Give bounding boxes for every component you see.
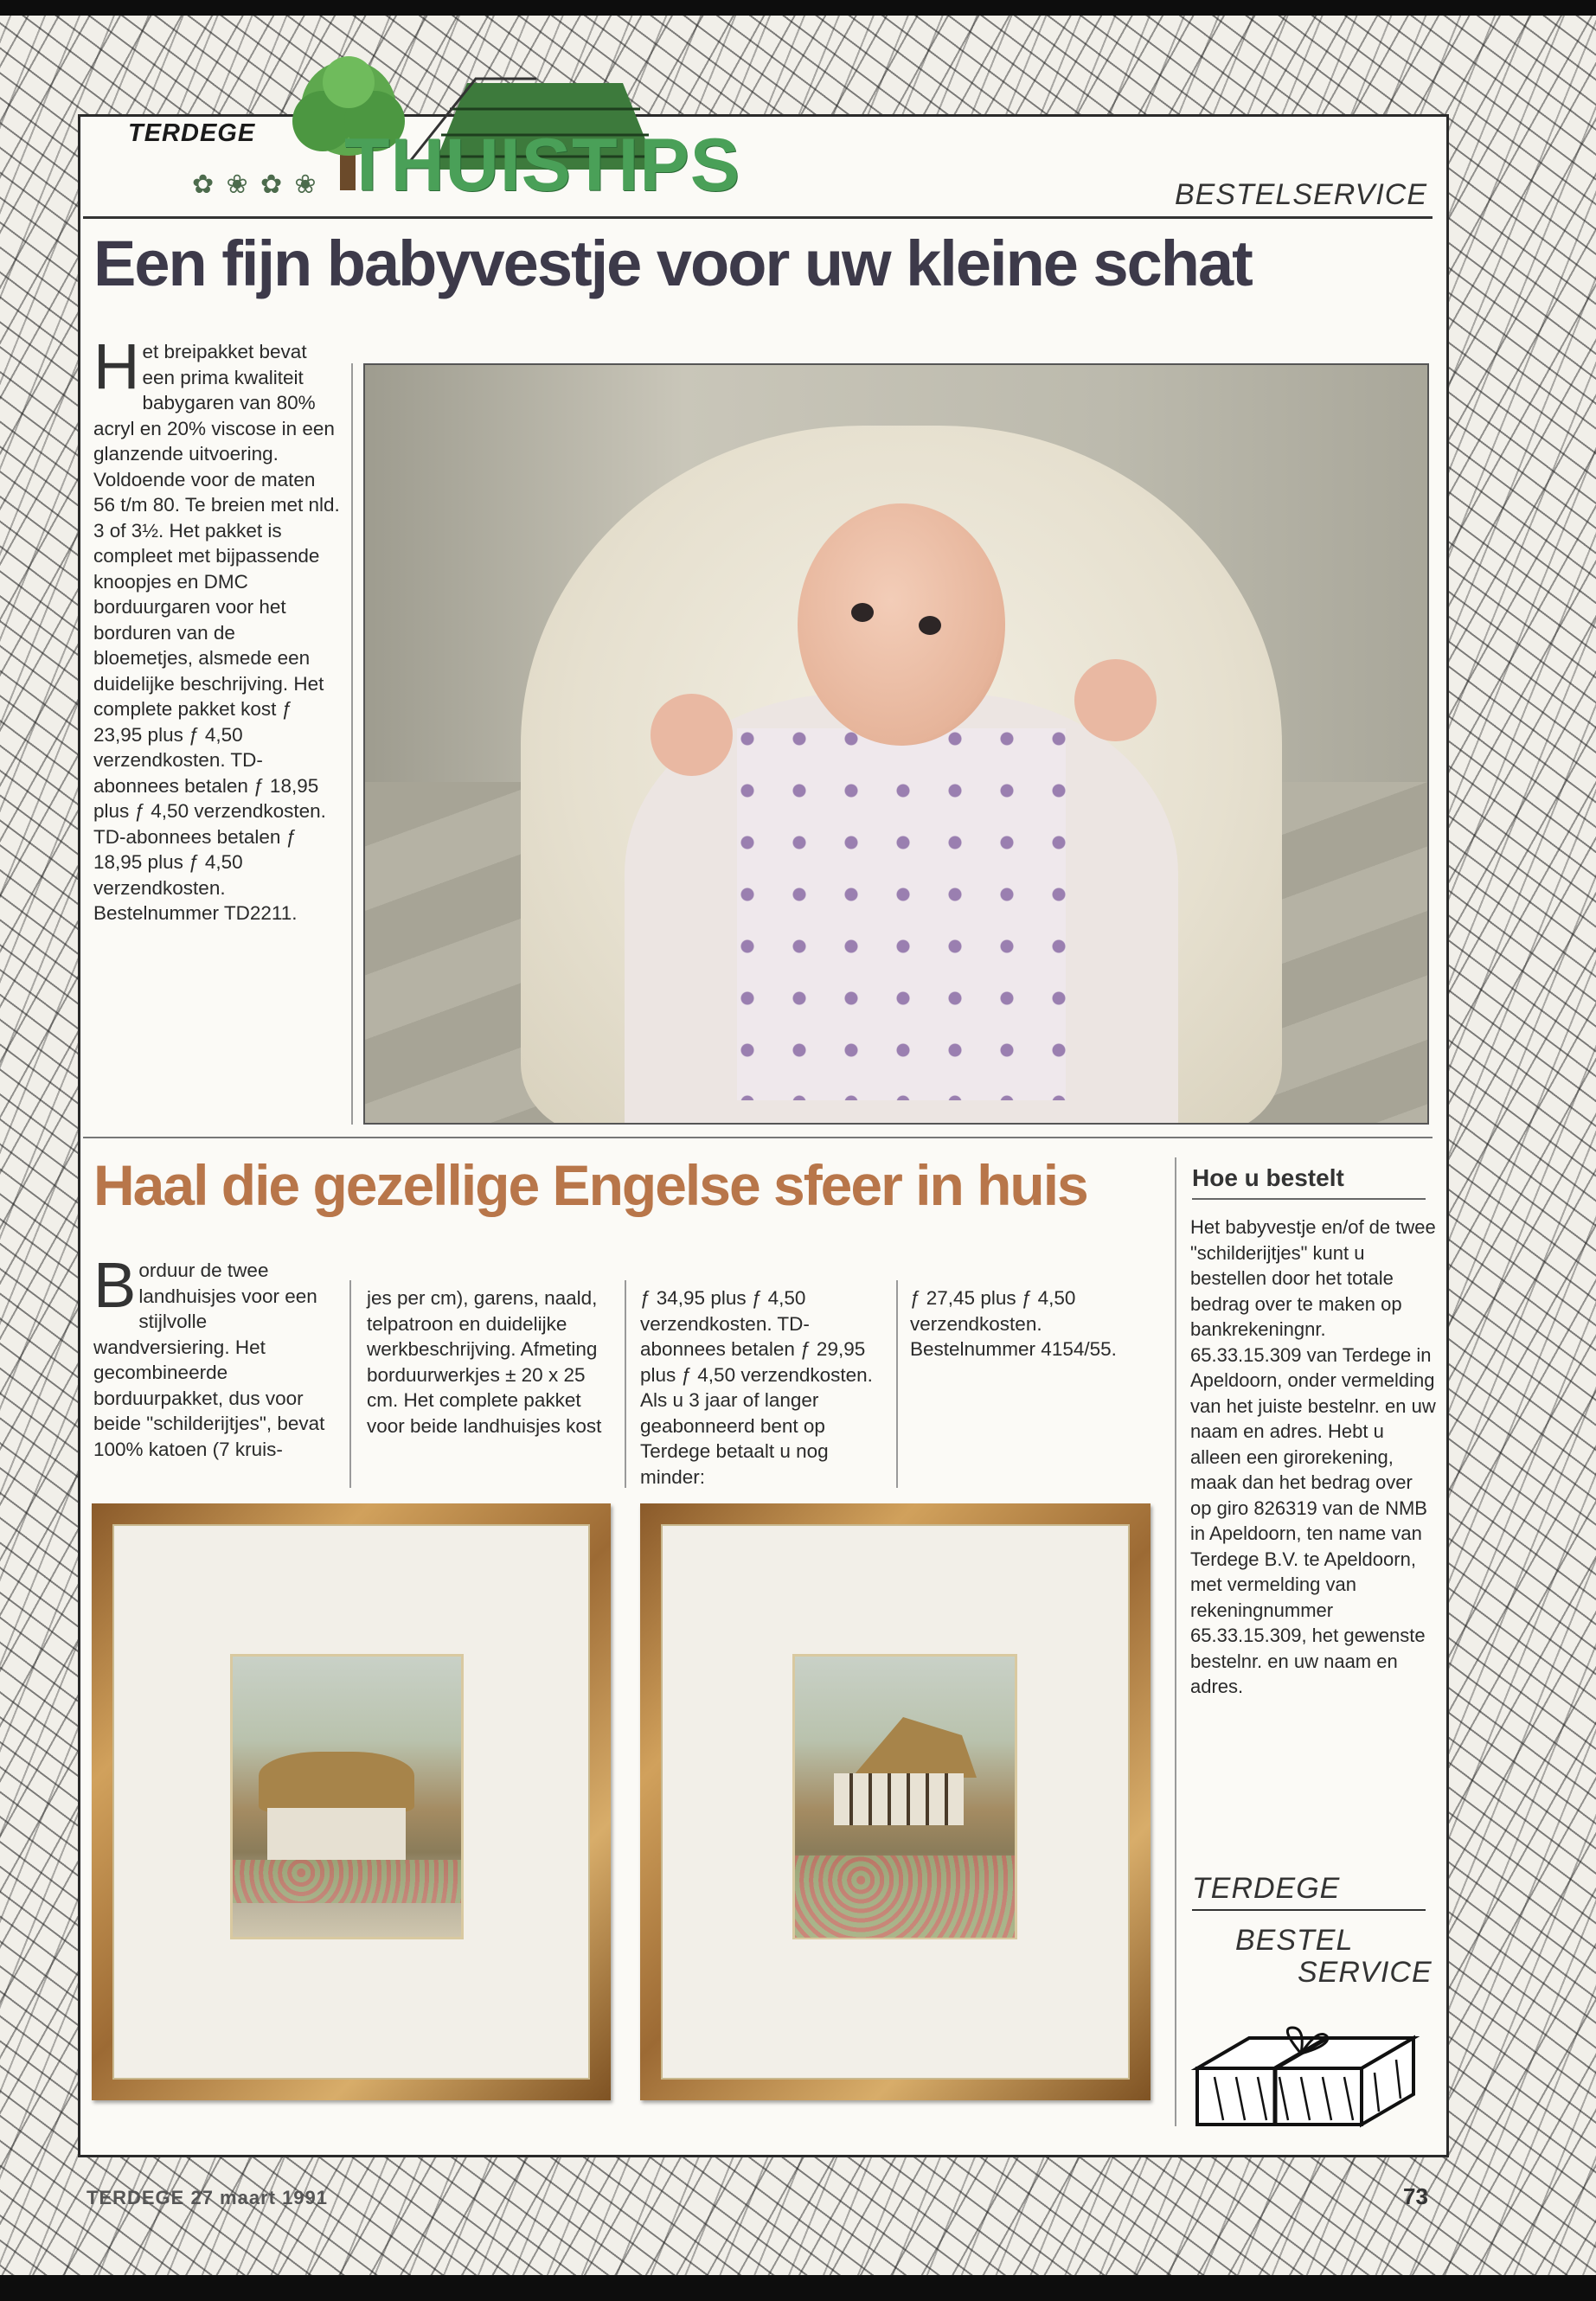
- sidebar-title: Hoe u bestelt: [1192, 1164, 1344, 1191]
- article2-col4: ƒ 27,45 plus ƒ 4,50 verzendkosten. Bestelnummer 4154/55.: [910, 1287, 1117, 1360]
- brand-name: TERDEGE: [128, 119, 256, 147]
- service-logo-brand: TERDEGE: [1192, 1872, 1341, 1905]
- bottom-black-border: [0, 2275, 1596, 2301]
- service-logo-line2: BESTEL: [1235, 1924, 1354, 1957]
- page-number: 73: [1403, 2183, 1428, 2209]
- article1-text: et breipakket bevat een prima kwaliteit babygaren van 80% acryl en 20% viscose in een glanzende uitvoering. Voldoende voor de maten 56 t/m 80. Te breien met nld. 3 of 3½. Het pakket is compleet met bijpassende knoopjes en DMC borduurgaren voor het borduren van de bloemetjes, alsmede een duidelijke beschrijving. Het complete pakket kost ƒ 23,95 plus ƒ 4,50 verzendkosten. TD-abonnees betalen ƒ 18,95 plus ƒ 4,50 verzendkosten. TD-abonnees betalen ƒ 18,95 plus ƒ 4,50 verzendkosten. Bestelnummer TD2211.: [93, 341, 340, 924]
- sidebar-divider: [1175, 1157, 1176, 2126]
- sidebar-title-rule: [1192, 1198, 1426, 1200]
- embroidery-cottage-1: [230, 1654, 464, 1939]
- column-divider: [896, 1280, 898, 1488]
- flower-ornament-icon: ✿ ❀ ✿ ❀: [192, 170, 319, 199]
- section-rule: [83, 1137, 1433, 1138]
- article2-col3: ƒ 34,95 plus ƒ 4,50 verzendkosten. TD-abonnees betalen ƒ 29,95 plus ƒ 4,50 verzendkosten. Als u 3 jaar of langer geabonneerd bent op Terdege betaalt u nog minder:: [640, 1287, 873, 1488]
- article2-col2: jes per cm), garens, naald, telpatroon en duidelijke werkbeschrijving. Afmeting borduurwerkjes ± 20 x 25 cm. Het complete pakket voor beide landhuisjes kost: [367, 1287, 602, 1437]
- baby-photo: [363, 363, 1429, 1125]
- service-label: BESTELSERVICE: [1174, 178, 1427, 211]
- framed-embroidery-1: [92, 1503, 611, 2100]
- embroidery-cottage-2: [792, 1654, 1017, 1939]
- column-divider: [351, 363, 353, 1125]
- section-title: THUISTIPS: [344, 124, 741, 207]
- service-logo-line3: SERVICE: [1298, 1956, 1433, 1989]
- article2-dropcap: B: [93, 1249, 137, 1321]
- article1-body: [93, 330, 340, 926]
- logo-rule: [1192, 1909, 1426, 1911]
- top-black-border: [0, 0, 1596, 16]
- column-divider: [349, 1280, 351, 1488]
- article2-col1: [93, 1249, 327, 1462]
- article2-col1-text: orduur de twee landhuisjes voor een stijlvolle wandversiering. Het gecombineerde borduurpakket, dus voor beide "schilderijtjes", bevat 100% katoen (7 kruis-: [93, 1259, 325, 1460]
- article2-headline: Haal die gezellige Engelse sfeer in huis: [93, 1153, 1087, 1217]
- parcel-icon: [1189, 2021, 1422, 2133]
- footer-issue: TERDEGE 27 maart 1991: [87, 2187, 329, 2208]
- column-divider: [625, 1280, 626, 1488]
- framed-embroidery-2: [640, 1503, 1151, 2100]
- article1-headline: Een fijn babyvestje voor uw kleine schat: [93, 228, 1252, 299]
- article1-dropcap: H: [93, 330, 140, 402]
- header-rule: [83, 216, 1433, 219]
- sidebar-body: Het babyvestje en/of de twee "schilderijtjes" kunt u bestellen door het totale bedrag over te maken op bankrekeningnr. 65.33.15.309 van Terdege in Apeldoorn, onder vermelding van het juiste bestelnr. en uw naam en adres. Hebt u alleen een girorekening, maak dan het bedrag over op giro 826319 van de NMB in Apeldoorn, ten name van Terdege B.V. te Apeldoorn, met vermelding van rekeningnummer 65.33.15.309, het gewenste bestelnr. en uw naam en adres.: [1190, 1216, 1436, 1697]
